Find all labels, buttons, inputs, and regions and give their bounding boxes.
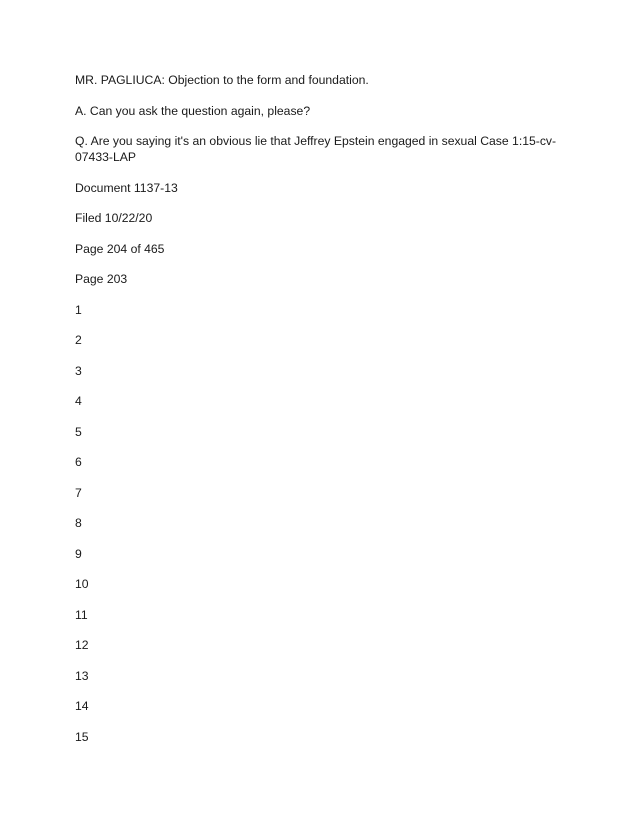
line-number: 5 bbox=[75, 424, 82, 439]
line-number: 7 bbox=[75, 485, 82, 500]
line-number: 2 bbox=[75, 333, 82, 347]
line-number: 8 bbox=[75, 516, 82, 530]
line-number: 13 bbox=[75, 668, 89, 683]
document-body bbox=[75, 72, 565, 759]
line-number: 1 bbox=[75, 302, 82, 317]
line-number: 4 bbox=[75, 394, 82, 408]
line-number: 11 bbox=[75, 607, 88, 622]
page-of-total: Page 204 of 465 bbox=[75, 241, 165, 256]
transcript-page-number: Page 203 bbox=[75, 272, 128, 286]
line-number: 10 bbox=[75, 577, 89, 591]
line-number-list bbox=[75, 302, 565, 745]
answer-line: A. Can you ask the question again, please? bbox=[75, 103, 311, 118]
line-number: 14 bbox=[75, 699, 89, 713]
question-line: Q. Are you saying it's an obvious lie that Jeffrey Epstein engaged in sexual Case 1:15-cv-07433-LAP bbox=[75, 134, 557, 164]
line-number: 9 bbox=[75, 546, 82, 561]
objection-line: MR. PAGLIUCA: Objection to the form and foundation. bbox=[75, 73, 369, 87]
filed-date: Filed 10/22/20 bbox=[75, 211, 153, 225]
line-number: 3 bbox=[75, 363, 82, 378]
line-number: 6 bbox=[75, 455, 82, 469]
line-number: 15 bbox=[75, 729, 89, 744]
document-number: Document 1137-13 bbox=[75, 180, 178, 195]
line-number: 12 bbox=[75, 638, 89, 652]
